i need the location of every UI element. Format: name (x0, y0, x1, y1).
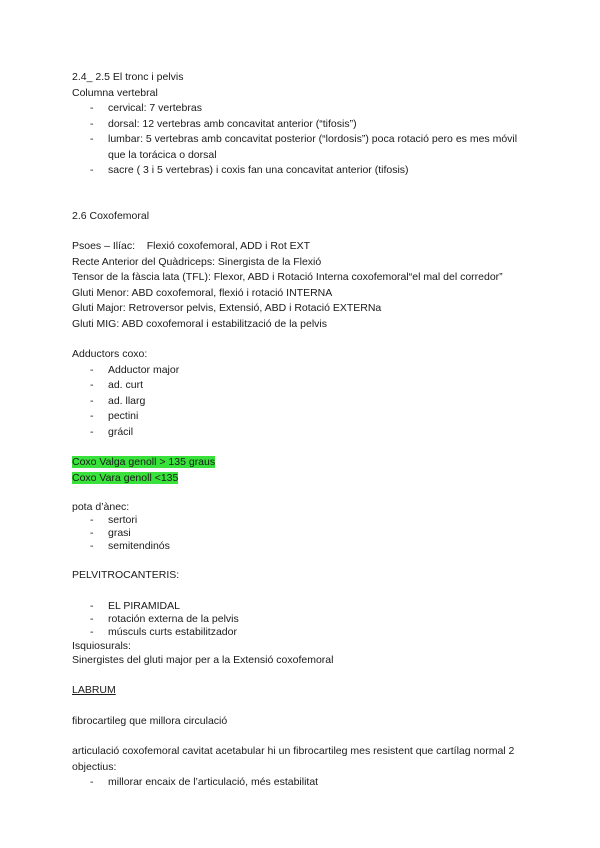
coxo-line: Recte Anterior del Quàdriceps: Sinergista de la Flexió (72, 255, 322, 268)
section-tronc-heading: 2.4_ 2.5 El tronc i pelvis (72, 71, 184, 83)
vertebra-list (72, 101, 532, 179)
document-page (72, 70, 532, 791)
isquiosurals-text: Sinergistes del gluti major per a la Extensió coxofemoral (72, 653, 334, 666)
pota-anec-heading: pota d’ànec: (72, 501, 130, 513)
list-item: - lumbar: 5 vertebras amb concavitat posterior (“lordosis”) poca rotació pero es mes móvil que la torácica o dorsal (72, 132, 532, 163)
coxo-line: Gluti Major: Retroversor pelvis, Extensió, ABD i Rotació EXTERNa (72, 302, 382, 314)
list-item: - cervical: 7 vertebras (72, 101, 532, 117)
adductors-list (72, 363, 532, 441)
highlight-coxo-vara: Coxo Vara genoll <135 (72, 471, 179, 484)
highlight-coxo-valga: Coxo Valga genoll > 135 graus (72, 456, 216, 468)
list-item: - ad. llarg (72, 394, 532, 410)
list-item: - Adductor major (72, 363, 532, 379)
columna-subheading: Columna vertebral (72, 86, 158, 99)
list-item: - grácil (72, 425, 532, 441)
coxo-line: Gluti Menor: ABD coxofemoral, flexió i rotació INTERNA (72, 286, 333, 299)
list-item: - ad. curt (72, 378, 532, 394)
adductors-heading: Adductors coxo: (72, 348, 148, 360)
list-item: - sacre ( 3 i 5 vertebras) i coxis fan una concavitat anterior (tifosis) (72, 163, 532, 179)
list-item: - EL PIRAMIDAL (72, 600, 532, 613)
pota-anec-list (72, 514, 532, 553)
section-coxo-heading: 2.6 Coxofemoral (72, 209, 150, 222)
labrum-line: fibrocartileg que millora circulació (72, 714, 228, 727)
labrum-list (72, 775, 532, 791)
pelvitrocanteris-heading: PELVITROCANTERIS: (72, 569, 180, 581)
pelvitrocanteris-list (72, 600, 532, 639)
list-item: - músculs curts estabilitzador (72, 626, 532, 639)
list-item: - semitendinós (72, 540, 532, 553)
isquiosurals-heading: Isquiosurals: (72, 639, 131, 652)
coxo-line: Psoes – Ilíac: Flexió coxofemoral, ADD i Rot EXT (72, 240, 311, 252)
list-item: - pectini (72, 409, 532, 425)
list-item: - dorsal: 12 vertebras amb concavitat anterior (“tifosis”) (72, 117, 532, 133)
labrum-heading: LABRUM (72, 684, 116, 696)
list-item: - rotación externa de la pelvis (72, 613, 532, 626)
labrum-line: articulació coxofemoral cavitat acetabular hi un fibrocartileg mes resistent que cartílag normal 2 objectius: (72, 745, 515, 773)
list-item: - millorar encaix de l’articulació, més estabilitat (72, 775, 532, 791)
coxo-line: Tensor de la fàscia lata (TFL): Flexor, ABD i Rotació Interna coxofemoral“el mal del corredor” (72, 271, 503, 283)
list-item: - sertori (72, 514, 532, 527)
coxo-line: Gluti MIG: ABD coxofemoral i estabilització de la pelvis (72, 317, 328, 330)
list-item: - grasi (72, 527, 532, 540)
